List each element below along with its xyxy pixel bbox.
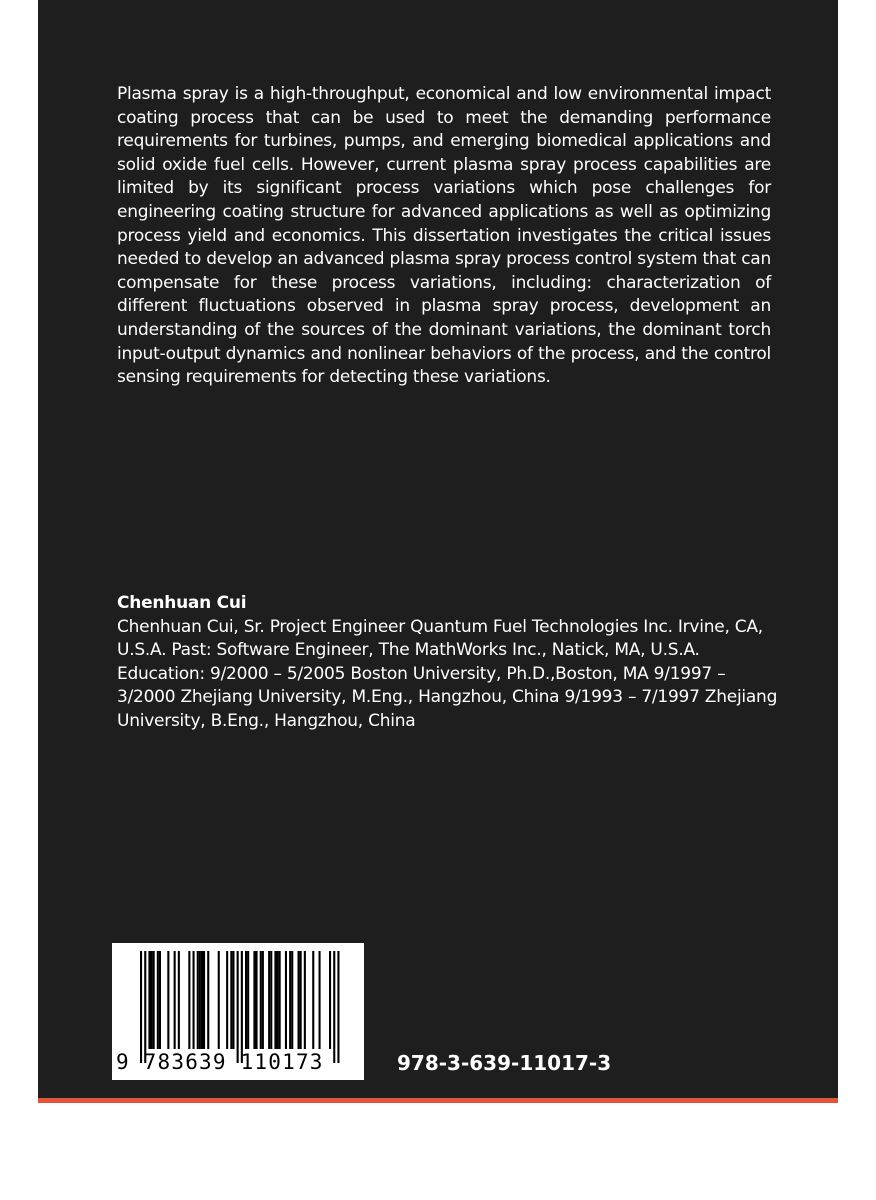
barcode-bar <box>300 951 302 1049</box>
barcode-bar <box>159 951 161 1049</box>
barcode-bar <box>298 951 300 1049</box>
barcode-bar <box>148 951 150 1049</box>
barcode-bar <box>319 951 321 1049</box>
barcode-bar <box>203 951 205 1049</box>
barcode-bar <box>218 951 220 1049</box>
author-block <box>117 592 781 734</box>
barcode-bar <box>153 951 155 1049</box>
barcode-bar <box>304 951 306 1049</box>
barcode-bar <box>329 951 331 1049</box>
barcode-bar <box>226 951 228 1049</box>
barcode-bar <box>279 951 281 1049</box>
barcode-bar <box>291 951 293 1049</box>
barcode-bar <box>151 951 153 1049</box>
barcode-bar <box>199 951 201 1049</box>
barcode-bar <box>289 951 291 1049</box>
barcode-bar <box>270 951 272 1049</box>
barcode-bar <box>312 951 314 1049</box>
book-description: Plasma spray is a high-throughput, economical and low environmental impact coating process that can be used to meet the demanding performance requirements for turbines, pumps, and emerging biomedical applications and solid oxide fuel cells. However, current plasma spray process capabilities are limited by its significant process variations which pose challenges for engineering coating structure for advanced applications as well as optimizing process yield and economics. This dissertation investigates the critical issues needed to develop an advanced plasma spray process control system that can compensate for these process variations, including: characterization of different fluctuations observed in plasma spray process, development an understanding of the sources of the dominant variations, the dominant torch input-output dynamics and nonlinear behaviors of the process, and the control sensing requirements for detecting these variations. <box>117 84 771 388</box>
barcode-bar <box>277 951 279 1049</box>
isbn-number: 978-3-639-11017-3 <box>397 1051 612 1075</box>
barcode-bar <box>232 951 234 1049</box>
barcode-bar <box>188 951 190 1049</box>
barcode-bar <box>268 951 270 1049</box>
barcode-bar <box>333 951 335 1063</box>
barcode-bar <box>274 951 276 1049</box>
accent-bar <box>38 1098 838 1103</box>
barcode-bar <box>253 951 255 1049</box>
barcode-bar <box>193 951 195 1049</box>
barcode-bar <box>245 951 247 1049</box>
author-name: Chenhuan Cui <box>117 593 247 613</box>
barcode-bar <box>260 951 262 1049</box>
barcode-bar <box>262 951 264 1049</box>
barcode-bar <box>201 951 203 1049</box>
barcode-bar <box>140 951 142 1063</box>
barcode-bar <box>197 951 199 1049</box>
barcode-digits: 9 783639 110173 <box>116 1050 324 1074</box>
barcode-bar <box>230 951 232 1049</box>
barcode-bar <box>337 951 339 1063</box>
barcode-bar <box>144 951 146 1063</box>
author-bio: Chenhuan Cui, Sr. Project Engineer Quantum Fuel Technologies Inc. Irvine, CA, U.S.A. Past: Software Engineer, The MathWorks Inc., Natick, MA, U.S.A. Education: 9/2000 – 5/2005 Boston University, Ph.D.,Boston, MA 9/1997 – 3/2000 Zhejiang University, M.Eng., Hangzhou, China 9/1993 – 7/1997 Zhejiang University, B.Eng., Hangzhou, China <box>117 616 778 731</box>
barcode <box>112 943 364 1080</box>
barcode-bar <box>241 951 243 1063</box>
barcode-bar <box>247 951 249 1049</box>
barcode-bar <box>167 951 169 1049</box>
barcode-bar <box>157 951 159 1049</box>
barcode-bar <box>256 951 258 1049</box>
barcode-bar <box>285 951 287 1049</box>
barcode-bar <box>237 951 239 1063</box>
barcode-bar <box>207 951 209 1049</box>
barcode-bar <box>178 951 180 1049</box>
barcode-bar <box>174 951 176 1049</box>
